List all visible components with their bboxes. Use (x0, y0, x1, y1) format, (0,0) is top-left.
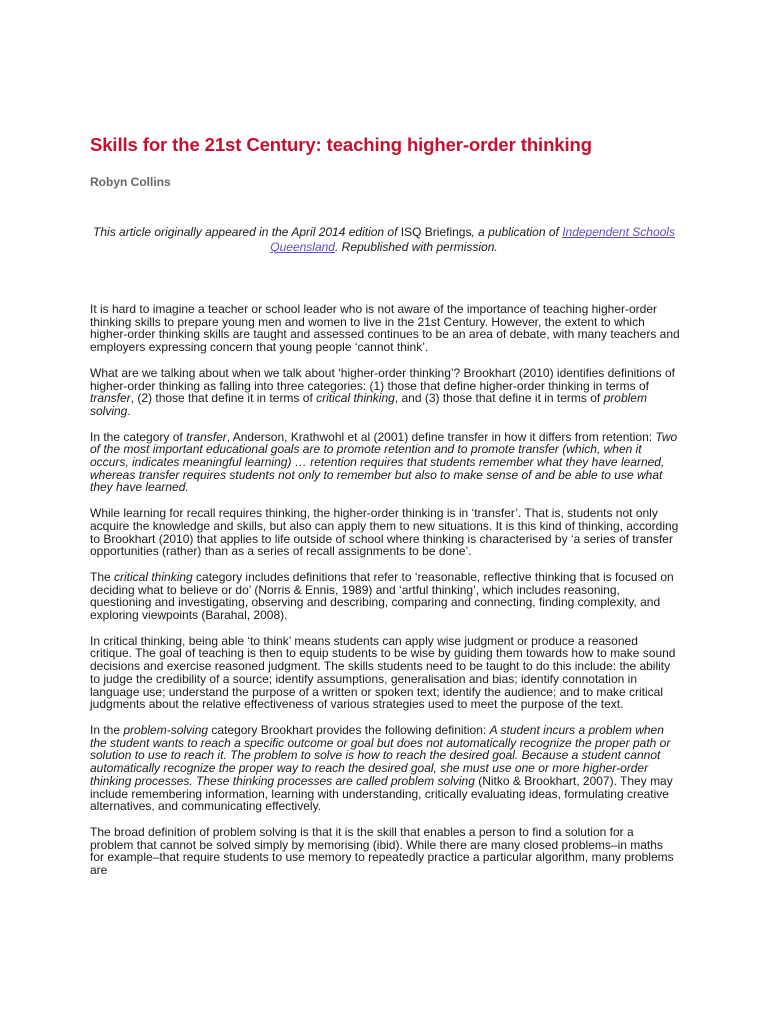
note-text-1: This article originally appeared in the April 2014 edition of (93, 225, 401, 239)
p7-text-c: category Brookhart provides the following definition: (208, 722, 490, 737)
p3-quote: Two of the most important educational goals are to promote retention and to promote transfer (which, when it occurs, indicates meaningful learning) … retention requires that students remember what they have learned, whereas transfer requires students not only to remember but also to make sense of and be able to use what they have learned. (90, 429, 678, 495)
paragraph-1: It is hard to imagine a teacher or school leader who is not aware of the importance of teaching higher-order thinking skills to prepare young men and women to live in the 21st Century. However, the extent to which higher-order thinking skills are taught and assessed continues to be an area of debate, with many teachers and employers expressing concern that young people ‘cannot think’. (90, 302, 680, 355)
isq-link[interactable]: Independent Schools Queensland (270, 225, 675, 254)
p7-text-e: (Nitko & Brookhart, 2007). They may include remembering information, learning with understanding, critically evaluating ideas, formulating creative alternatives, and communicating effectively. (90, 773, 673, 814)
p2-text-a: What are we talking about when we talk about ‘higher-order thinking’? Brookhart (2010) identifies definitions of higher-order thinking as falling into three categories: (1) those that define higher-order thinking in terms of (90, 365, 675, 393)
p7-quote: A student incurs a problem when the student wants to reach a specific outcome or goal but does not automatically recognize the proper path or solution to use to reach it. The problem to solve is how to reach the desired goal. Because a student cannot automatically recognize the proper way to reach the desired goal, she must use one or more higher-order thinking processes. These thinking processes are called problem solving (90, 722, 671, 788)
article-body (90, 303, 680, 890)
paragraph-8: The broad definition of problem solving is that it is the skill that enables a person to find a solution for a problem that cannot be solved simply by memorising (ibid). While there are many closed problems–in maths for example–that require students to use memory to repeatedly practice a particular algorithm, many problems are (90, 824, 674, 878)
p3-term-transfer: transfer (186, 429, 227, 444)
p7-term-problem-solving: problem-solving (123, 722, 209, 737)
p2-term-problem-solving: problem solving (90, 391, 647, 418)
paragraph-5 (90, 571, 680, 622)
p5-text-a: The (90, 569, 115, 584)
note-publication: ISQ Briefings (400, 225, 472, 239)
p3-text-a: In the category of (90, 429, 187, 444)
p3-text-c: , Anderson, Krathwohl et al (2001) define transfer in how it differs from retention: (226, 429, 656, 444)
note-text-3: . Republished with permission. (334, 239, 498, 254)
republication-note (90, 225, 678, 254)
paragraph-2 (90, 367, 680, 418)
note-text-2: , a publication of (471, 225, 563, 239)
p5-term-critical-thinking: critical thinking (114, 569, 193, 584)
p7-text-a: In the (90, 722, 124, 737)
paragraph-3 (90, 431, 680, 495)
p5-text-c: category includes definitions that refer to ‘reasonable, reflective thinking that is focused on deciding what to believe or do’ (Norris & Ennis, 1989) and ‘artful thinking’, which includes reasoning, questioning and investigating, observing and describing, comparing and connecting, finding complexity, and exploring viewpoints (Barahal, 2008). (90, 569, 674, 623)
p2-text-g: . (127, 403, 131, 418)
article-author: Robyn Collins (90, 175, 171, 189)
paragraph-6: In critical thinking, being able ‘to think’ means students can apply wise judgment or produce a reasoned critique. The goal of teaching is then to equip students to be wise by guiding them towards how to make sound decisions and exercise reasoned judgment. The skills students need to be taught to do this include: the ability to judge the credibility of a source; identify assumptions, generalisation and bias; identify connotation in language use; understand the purpose of a written or spoken text; identify the audience; and to make critical judgments about the relative effectiveness of various strategies used to meet the purpose of the text. (90, 633, 676, 712)
paragraph-7 (90, 724, 680, 813)
p2-term-transfer: transfer (90, 391, 131, 406)
p2-term-critical-thinking: critical thinking (316, 391, 395, 406)
p2-text-e: , and (3) those that define it in terms of (394, 391, 604, 406)
paragraph-4: While learning for recall requires thinking, the higher-order thinking is in ‘transfer’. That is, students not only acquire the knowledge and skills, but also can apply them to new situations. It is this kind of thinking, according to Brookhart (2010) that applies to life outside of school where thinking is characterised by ‘a series of transfer opportunities (rather) than as a series of recall assignments to be done’. (90, 506, 679, 559)
article-title: Skills for the 21st Century: teaching higher-order thinking (90, 134, 592, 155)
p2-text-c: , (2) those that define it in terms of (130, 391, 317, 406)
